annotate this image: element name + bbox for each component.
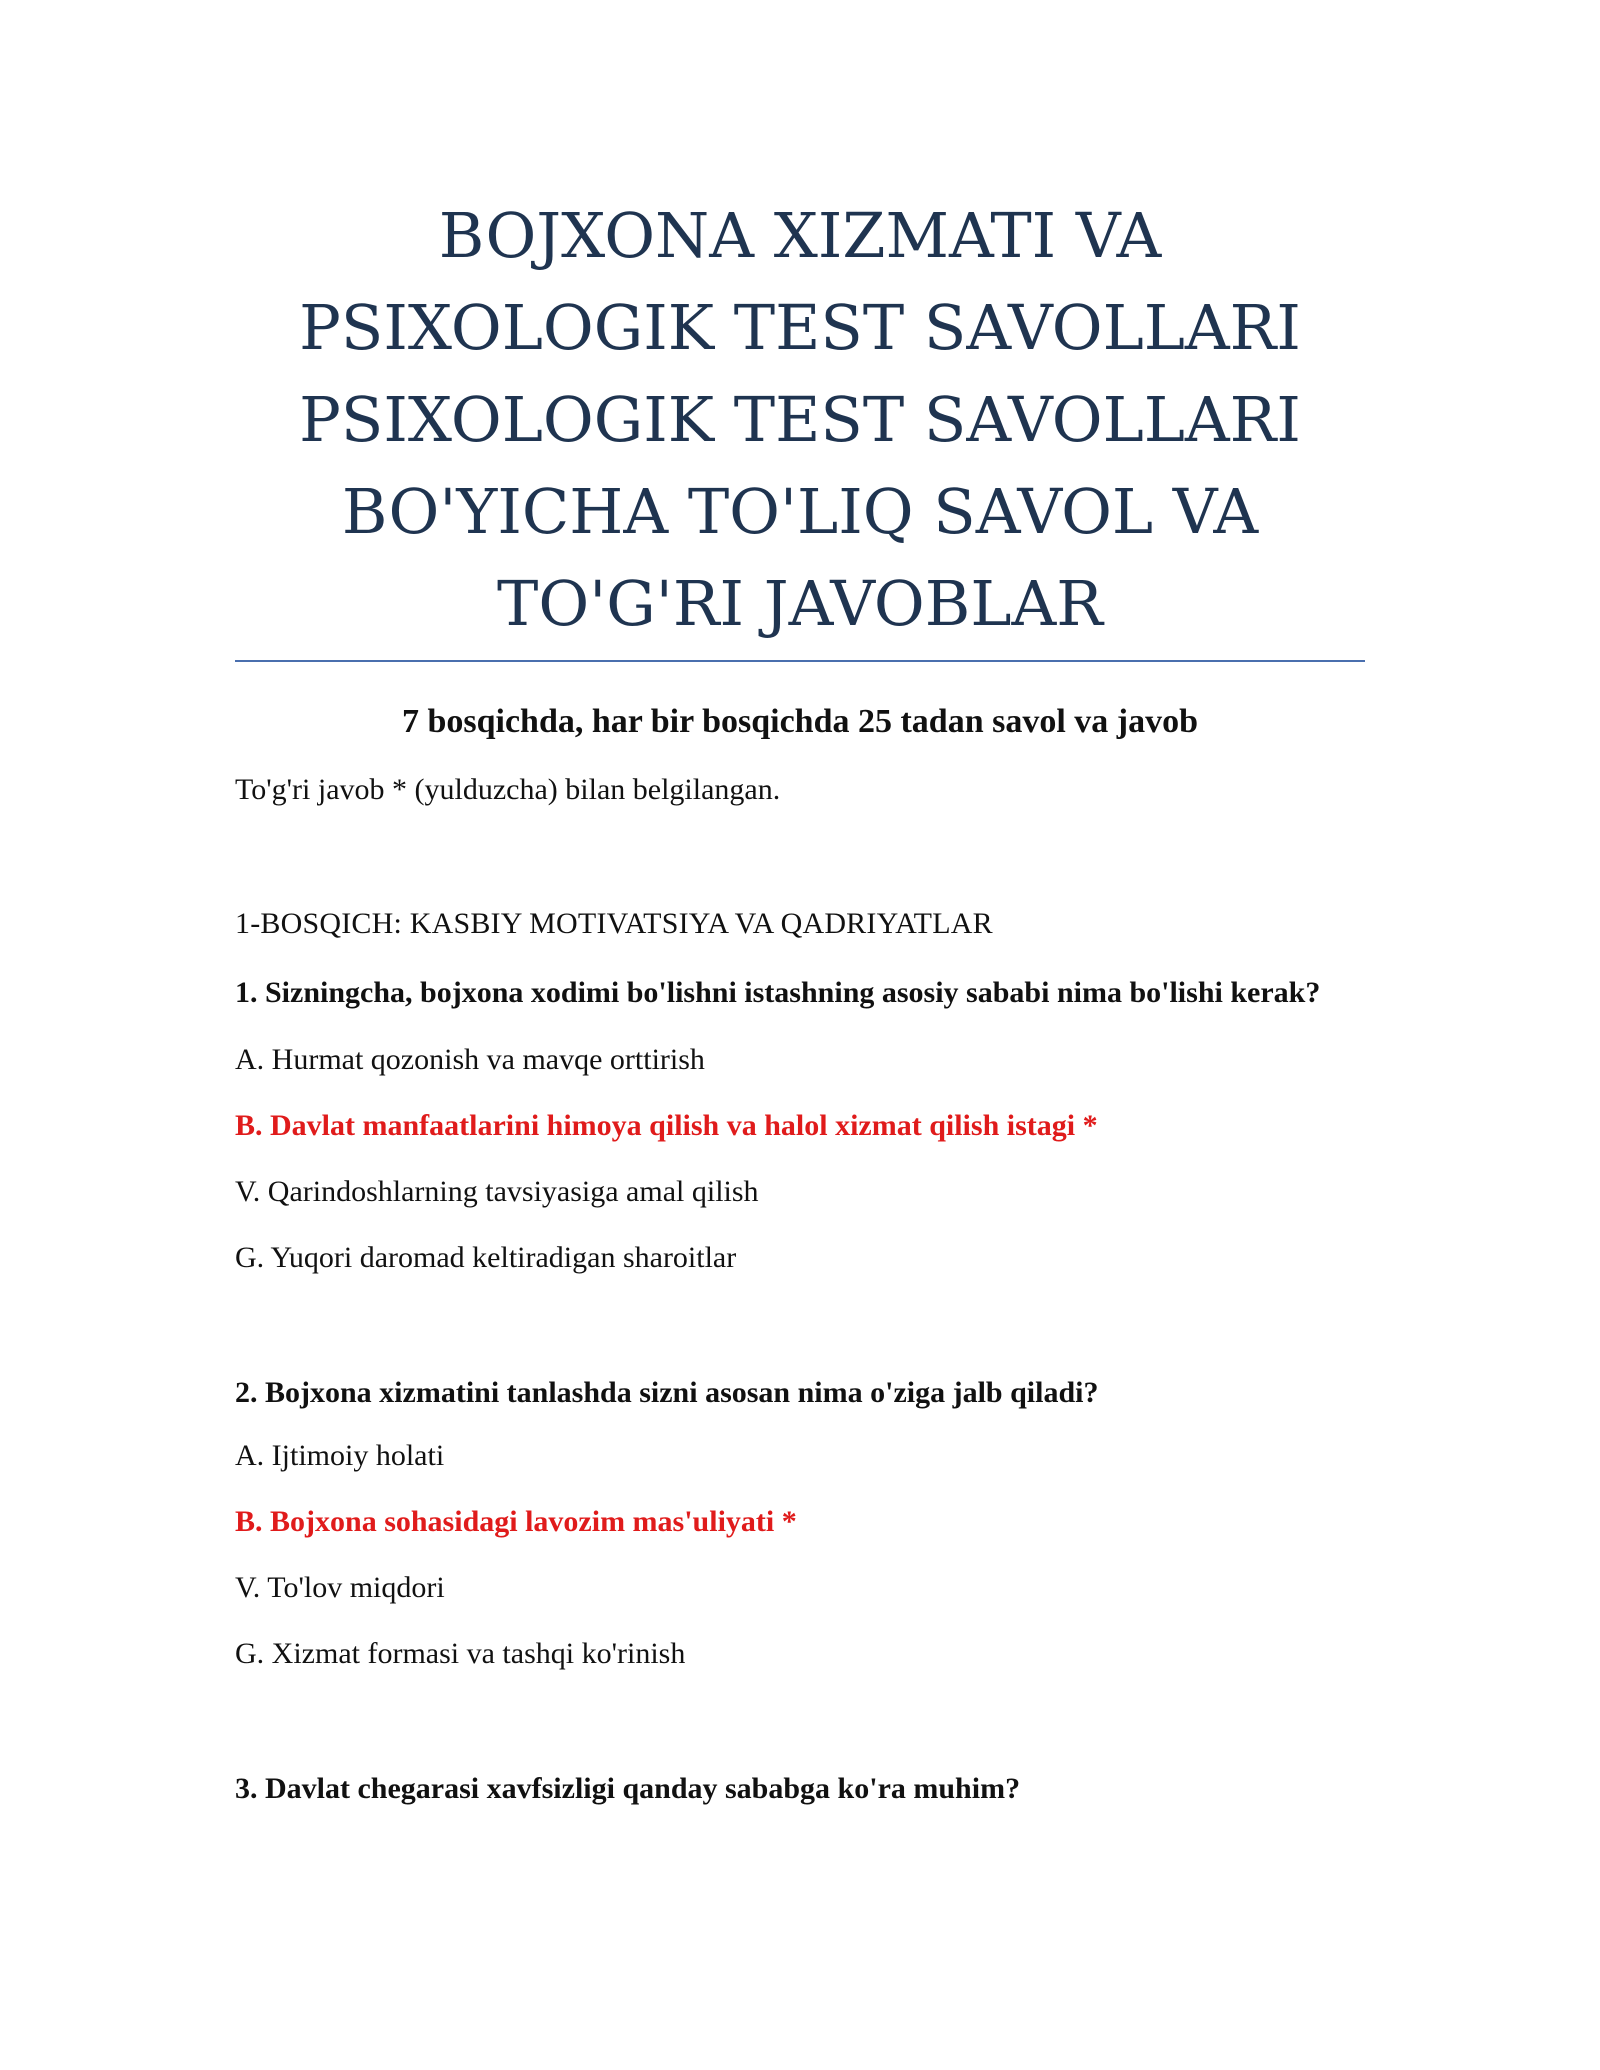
title-line-5: TO'G'RI JAVOBLAR	[497, 567, 1103, 640]
answer-option-g: G. Xizmat formasi va tashqi ko'rinish	[235, 1637, 686, 1670]
answer-option-a: A. Ijtimoiy holati	[235, 1439, 445, 1472]
answer-option-b-correct: B. Bojxona sohasidagi lavozim mas'uliyati *	[235, 1505, 797, 1538]
question-block-2	[235, 1372, 1365, 1672]
question-text: 3. Davlat chegarasi xavfsizligi qanday sababga ko'ra muhim?	[235, 1772, 1021, 1805]
title-line-2: PSIXOLOGIK TEST SAVOLLARI	[299, 291, 1301, 364]
answer-option-a: A. Hurmat qozonish va mavqe orttirish	[235, 1043, 705, 1076]
answer-option-b-correct: B. Davlat manfaatlarini himoya qilish va halol xizmat qilish istagi *	[235, 1109, 1098, 1142]
answer-option-v: V. Qarindoshlarning tavsiyasiga amal qilish	[235, 1175, 759, 1208]
question-block-1	[235, 972, 1365, 1276]
answer-key-note: To'g'ri javob * (yulduzcha) bilan belgilangan.	[235, 773, 781, 806]
title-line-3: PSIXOLOGIK TEST SAVOLLARI	[299, 383, 1301, 456]
section-heading: 1-BOSQICH: KASBIY MOTIVATSIYA VA QADRIYATLAR	[235, 907, 993, 940]
question-block-3	[235, 1768, 1365, 1810]
answer-option-v: V. To'lov miqdori	[235, 1571, 445, 1604]
answer-option-g: G. Yuqori daromad keltiradigan sharoitlar	[235, 1241, 737, 1274]
document-title	[235, 190, 1365, 650]
title-line-4: BO'YICHA TO'LIQ SAVOL VA	[341, 475, 1259, 548]
document-subtitle: 7 bosqichda, har bir bosqichda 25 tadan savol va javob	[401, 703, 1199, 740]
document-page	[235, 190, 1365, 1810]
title-divider	[235, 660, 1365, 662]
question-text: 2. Bojxona xizmatini tanlashda sizni asosan nima o'ziga jalb qiladi?	[235, 1376, 1099, 1409]
title-line-1: BOJXONA XIZMATI VA	[438, 199, 1162, 272]
question-text: 1. Sizningcha, bojxona xodimi bo'lishni istashning asosiy sababi nima bo'lishi kerak?	[235, 976, 1321, 1009]
